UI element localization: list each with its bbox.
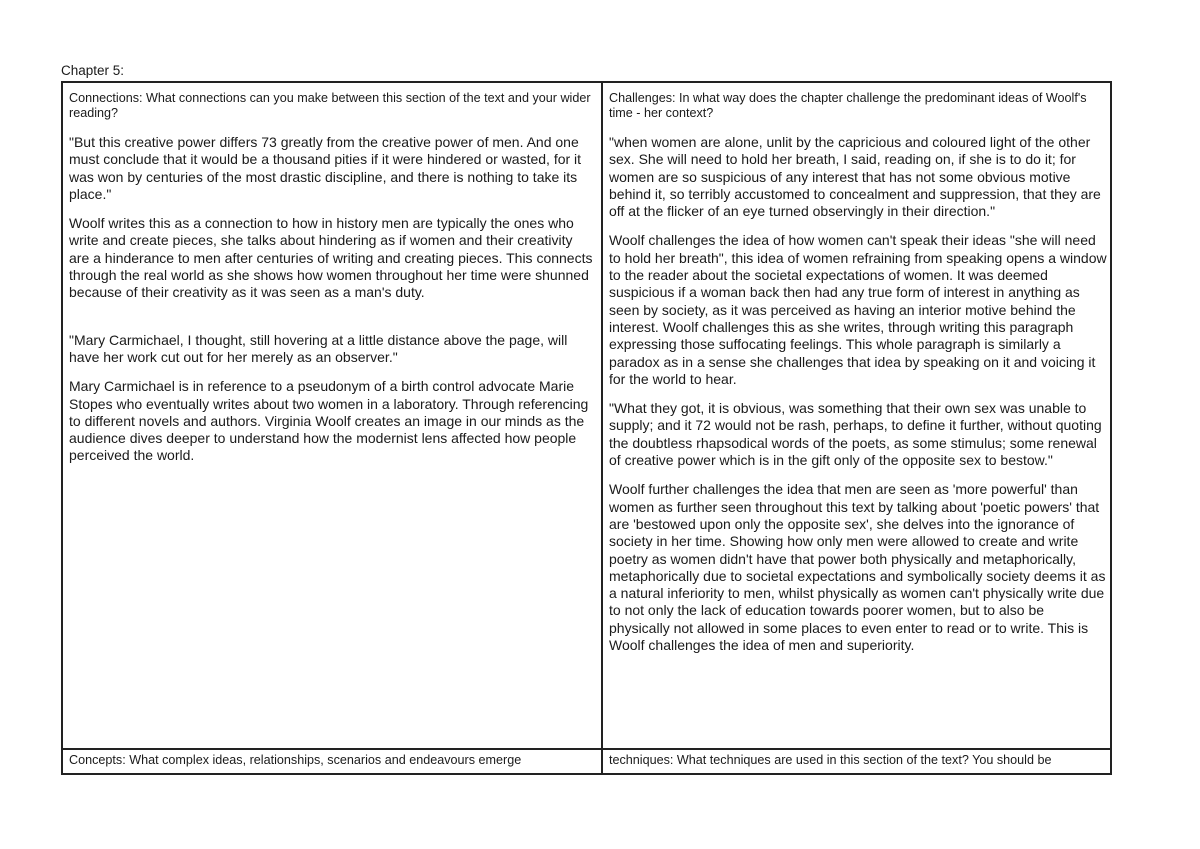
concepts-cell: [69, 753, 595, 773]
connections-quote-1: "But this creative power differs 73 greatly from the creative power of men. And one must conclude that it would be a thousand pities if it were hindered or wasted, for it was won by centuries of the most drastic discipline, and there is nothing to take its place.": [69, 134, 582, 202]
connections-cell: [69, 91, 595, 741]
column-divider: [601, 83, 603, 773]
page-title: Chapter 5:: [61, 63, 125, 78]
challenges-cell: [609, 91, 1107, 741]
connections-quote-2: "Mary Carmichael, I thought, still hovering at a little distance above the page, will have her work cut out for her merely as an observer.": [69, 331, 568, 365]
challenges-quote-2: "What they got, it is obvious, was something that their own sex was unable to supply; and it 72 would not be rash, perhaps, to define it further, without quoting the doubtless rhapsodical words of the poets, as some stimulus; some renewal of creative power which is in the gift only of the opposite sex to bestow.": [609, 400, 1102, 469]
connections-analysis-1: Woolf writes this as a connection to how in history men are typically the ones who write and create pieces, she talks about hindering as if women and their creativity are a hinderance to men after centuries of writing and creating pieces. This connects through the real world as she shows how women throughout her time were shunned because of their creativity as it was seen as a man's duty.: [69, 215, 593, 301]
challenges-prompt: Challenges: In what way does the chapter challenge the predominant ideas of Woolf's time - her context?: [609, 91, 1087, 120]
connections-prompt: Connections: What connections can you make between this section of the text and your wider reading?: [69, 91, 591, 120]
challenges-quote-1: "when women are alone, unlit by the capricious and coloured light of the other sex. She will need to hold her breath, I said, reading on, if she is to do it; for women are so suspicious of any interest that has not some obvious motive behind it, so terribly accustomed to concealment and suppression, that they are off at the flicker of an eye turned observingly in their direction.": [609, 134, 1101, 220]
worksheet-table: [61, 81, 1112, 775]
concepts-prompt: Concepts: What complex ideas, relationships, scenarios and endeavours emerge: [69, 753, 522, 767]
challenges-analysis-1: Woolf challenges the idea of how women can't speak their ideas "she will need to hold her breath", this idea of women refraining from speaking opens a window to the reader about the societal expectations of women. It was deemed suspicious if a woman back then had any true form of interest in anything as seen by society, as it was perceived as having an interior motive behind the interest. Woolf challenges this as she writes, through writing this paragraph expressing those suffocating feelings. This whole paragraph is similarly a paradox as in a sense she challenges that idea by speaking on it and voicing it for the world to hear.: [609, 232, 1107, 387]
row-divider: [63, 748, 1110, 750]
techniques-cell: [609, 753, 1107, 773]
techniques-prompt: techniques: What techniques are used in this section of the text? You should be: [609, 753, 1052, 767]
paragraph-spacer: [69, 314, 595, 332]
connections-analysis-2: Mary Carmichael is in reference to a pseudonym of a birth control advocate Marie Stopes who eventually writes about two women in a laboratory. Through referencing to different novels and authors. Virginia Woolf creates an image in our minds as the audience dives deeper to understand how the modernist lens affected how people perceived the world.: [69, 378, 589, 464]
challenges-analysis-2: Woolf further challenges the idea that men are seen as 'more powerful' than women as further seen throughout this text by talking about 'poetic powers' that are 'bestowed upon only the opposite sex', she delves into the ignorance of society in her time. Showing how only men were allowed to create and write poetry as women didn't have that power both physically and metaphorically, metaphorically due to societal expectations and symbolically society deems it as a natural inferiority to men, whilst physically as women can't physically write due to not only the lack of education towards poorer women, but to also be physically not allowed in some places to even enter to read or to write. This is Woolf challenges the idea of men and superiority.: [609, 481, 1106, 654]
